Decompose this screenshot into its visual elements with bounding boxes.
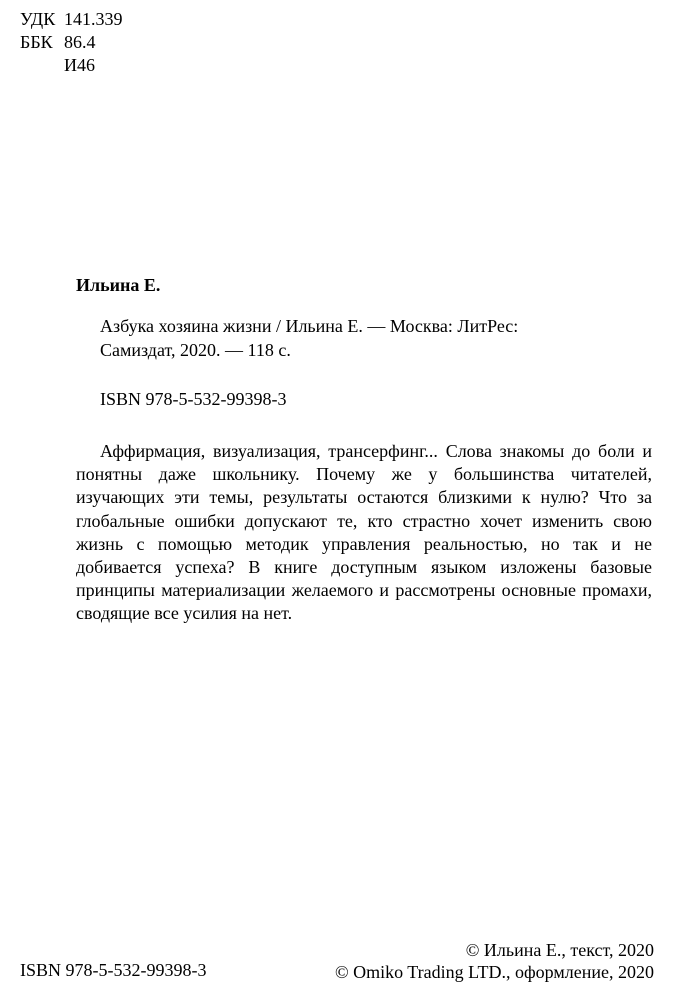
bbk-label: ББК (20, 32, 53, 52)
copyright-design: © Omiko Trading LTD., оформление, 2020 (334, 962, 654, 982)
udk-label: УДК (20, 9, 56, 29)
udk-line (20, 8, 123, 30)
author-heading: Ильина Е. (76, 275, 161, 295)
bbk-line (20, 31, 96, 53)
copyright-text: © Ильина Е., текст, 2020 (465, 940, 654, 960)
isbn-footer: ISBN 978-5-532-99398-3 (20, 960, 207, 980)
author-mark: И46 (64, 55, 95, 75)
isbn-main: ISBN 978-5-532-99398-3 (100, 389, 287, 409)
book-abstract: Аффирмация, визуализация, трансерфинг... Слова знакомы до боли и понятны даже школьнику. Почему же у большинства читателей, изучающих эти темы, результаты остаются близкими к нулю? Что за глобальные ошибки допускают те, кто страстно хочет изменить свою жизнь с помощью методик управления реальностью, но так и не добивается успеха? В книге доступным языком изложены базовые принципы материализации желаемого и рассмотрены основные промахи, сводящие все усилия на нет. (76, 441, 652, 624)
udk-value: 141.339 (64, 9, 123, 29)
bibliographic-line-1: Азбука хозяина жизни / Ильина Е. — Москва: ЛитРес: (100, 316, 519, 336)
bbk-value: 86.4 (64, 32, 96, 52)
bibliographic-line-2: Самиздат, 2020. — 118 с. (100, 340, 291, 360)
